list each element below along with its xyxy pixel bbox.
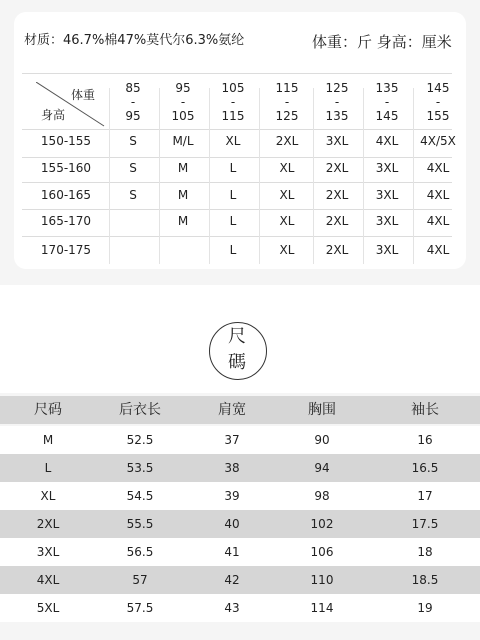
weight-range-top: 85 xyxy=(125,81,141,95)
recommended-size-cell: 4XL xyxy=(426,161,450,175)
row-divider xyxy=(22,129,452,130)
table-cell: 19 xyxy=(417,601,433,615)
table-cell: 16.5 xyxy=(411,461,439,475)
weight-axis-label: 体重 xyxy=(71,88,96,102)
table-cell: 40 xyxy=(224,517,240,531)
table-row xyxy=(0,426,480,454)
table-cell: 90 xyxy=(314,433,330,447)
table-cell: 57.5 xyxy=(126,601,154,615)
table-cell: 54.5 xyxy=(126,489,154,503)
recommended-size-cell: S xyxy=(129,134,137,148)
table-cell: 4XL xyxy=(36,573,60,587)
table-cell: 42 xyxy=(224,573,240,587)
weight-range-dash: - xyxy=(435,95,441,109)
weight-range-dash: - xyxy=(180,95,186,109)
recommended-size-cell: 2XL xyxy=(325,214,349,228)
row-divider xyxy=(22,209,452,210)
recommended-size-cell: 4XL xyxy=(375,134,399,148)
column-header: 胸围 xyxy=(308,402,336,418)
table-cell: 52.5 xyxy=(126,433,154,447)
recommended-size-cell: 3XL xyxy=(375,243,399,257)
height-range-label: 165-170 xyxy=(40,214,92,228)
weight-range-bottom: 95 xyxy=(125,109,141,123)
table-cell: 3XL xyxy=(36,545,60,559)
recommended-size-cell: 3XL xyxy=(375,214,399,228)
table-cell: 18.5 xyxy=(411,573,439,587)
weight-range-top: 105 xyxy=(221,81,245,95)
recommended-size-cell: 4XL xyxy=(426,214,450,228)
table-cell: 17 xyxy=(417,489,433,503)
row-divider xyxy=(22,236,452,237)
weight-range-header xyxy=(262,81,312,123)
recommended-size-cell: S xyxy=(129,188,137,202)
weight-range-dash: - xyxy=(384,95,390,109)
recommended-size-cell: XL xyxy=(279,188,295,202)
weight-range-header xyxy=(158,81,208,123)
table-row xyxy=(0,454,480,482)
weight-range-header xyxy=(108,81,158,123)
recommended-size-cell: XL xyxy=(225,134,241,148)
table-cell: XL xyxy=(40,489,56,503)
table-row xyxy=(0,510,480,538)
recommended-size-cell: 4X/5X xyxy=(420,134,456,148)
table-cell: 39 xyxy=(224,489,240,503)
column-header: 肩宽 xyxy=(218,402,246,418)
recommended-size-cell: L xyxy=(229,161,237,175)
table-cell: 37 xyxy=(224,433,240,447)
recommended-size-cell: XL xyxy=(279,214,295,228)
column-header: 后衣长 xyxy=(119,402,161,418)
weight-range-dash: - xyxy=(230,95,236,109)
weight-range-header xyxy=(312,81,362,123)
recommended-size-cell: 4XL xyxy=(426,243,450,257)
weight-range-header xyxy=(413,81,463,123)
table-cell: M xyxy=(42,433,54,447)
table-cell: 41 xyxy=(224,545,240,559)
recommended-size-cell: 2XL xyxy=(325,188,349,202)
recommended-size-cell: 2XL xyxy=(275,134,299,148)
height-range-label: 155-160 xyxy=(40,161,92,175)
table-cell: 2XL xyxy=(36,517,60,531)
recommended-size-cell: 4XL xyxy=(426,188,450,202)
units-text: 体重：斤 身高：厘米 xyxy=(312,33,452,51)
weight-range-dash: - xyxy=(284,95,290,109)
height-axis-label: 身高 xyxy=(41,108,66,122)
recommended-size-cell: 3XL xyxy=(375,161,399,175)
table-cell: 43 xyxy=(224,601,240,615)
weight-range-top: 115 xyxy=(275,81,299,95)
height-range-label: 150-155 xyxy=(40,134,92,148)
recommended-size-cell: L xyxy=(229,214,237,228)
recommended-size-cell: M xyxy=(177,161,189,175)
weight-range-top: 135 xyxy=(375,81,399,95)
table-cell: 38 xyxy=(224,461,240,475)
table-row xyxy=(0,482,480,510)
weight-range-bottom: 135 xyxy=(325,109,349,123)
recommended-size-cell: 3XL xyxy=(325,134,349,148)
recommended-size-cell: M xyxy=(177,214,189,228)
table-cell: 94 xyxy=(314,461,330,475)
table-cell: 18 xyxy=(417,545,433,559)
height-range-label: 160-165 xyxy=(40,188,92,202)
table-cell: L xyxy=(44,461,52,475)
weight-range-bottom: 145 xyxy=(375,109,399,123)
table-header-row xyxy=(0,396,480,424)
table-cell: 106 xyxy=(310,545,334,559)
recommended-size-cell: L xyxy=(229,188,237,202)
table-cell: 98 xyxy=(314,489,330,503)
weight-range-header xyxy=(362,81,412,123)
weight-range-bottom: 155 xyxy=(426,109,450,123)
row-divider xyxy=(22,157,452,158)
recommended-size-cell: L xyxy=(229,243,237,257)
table-cell: 17.5 xyxy=(411,517,439,531)
weight-range-bottom: 125 xyxy=(275,109,299,123)
table-cell: 5XL xyxy=(36,601,60,615)
table-cell: 57 xyxy=(132,573,148,587)
column-divider xyxy=(259,88,260,264)
table-cell: 110 xyxy=(310,573,334,587)
size-badge-char-2: 碼 xyxy=(228,352,246,373)
recommended-size-cell: M xyxy=(177,188,189,202)
weight-range-bottom: 115 xyxy=(221,109,245,123)
table-cell: 114 xyxy=(310,601,334,615)
recommended-size-cell: XL xyxy=(279,161,295,175)
recommended-size-cell: 3XL xyxy=(375,188,399,202)
table-row xyxy=(0,594,480,622)
table-cell: 102 xyxy=(310,517,334,531)
recommended-size-cell: M/L xyxy=(172,134,194,148)
row-divider xyxy=(22,182,452,183)
table-cell: 53.5 xyxy=(126,461,154,475)
table-row xyxy=(0,566,480,594)
table-cell: 56.5 xyxy=(126,545,154,559)
material-text: 材质：46.7%棉47%莫代尔6.3%氨纶 xyxy=(24,33,245,48)
recommended-size-cell: 2XL xyxy=(325,243,349,257)
weight-range-dash: - xyxy=(130,95,136,109)
size-badge-char-1: 尺 xyxy=(228,326,246,347)
recommended-size-cell: XL xyxy=(279,243,295,257)
column-header: 尺码 xyxy=(34,402,62,418)
table-row xyxy=(0,538,480,566)
weight-range-top: 145 xyxy=(426,81,450,95)
weight-range-dash: - xyxy=(334,95,340,109)
weight-range-top: 95 xyxy=(175,81,191,95)
height-range-label: 170-175 xyxy=(40,243,92,257)
weight-range-bottom: 105 xyxy=(171,109,195,123)
recommended-size-cell: S xyxy=(129,161,137,175)
column-header: 袖长 xyxy=(411,402,439,418)
header-divider xyxy=(22,73,452,74)
table-cell: 16 xyxy=(417,433,433,447)
weight-range-header xyxy=(208,81,258,123)
weight-range-top: 125 xyxy=(325,81,349,95)
recommended-size-cell: 2XL xyxy=(325,161,349,175)
table-cell: 55.5 xyxy=(126,517,154,531)
